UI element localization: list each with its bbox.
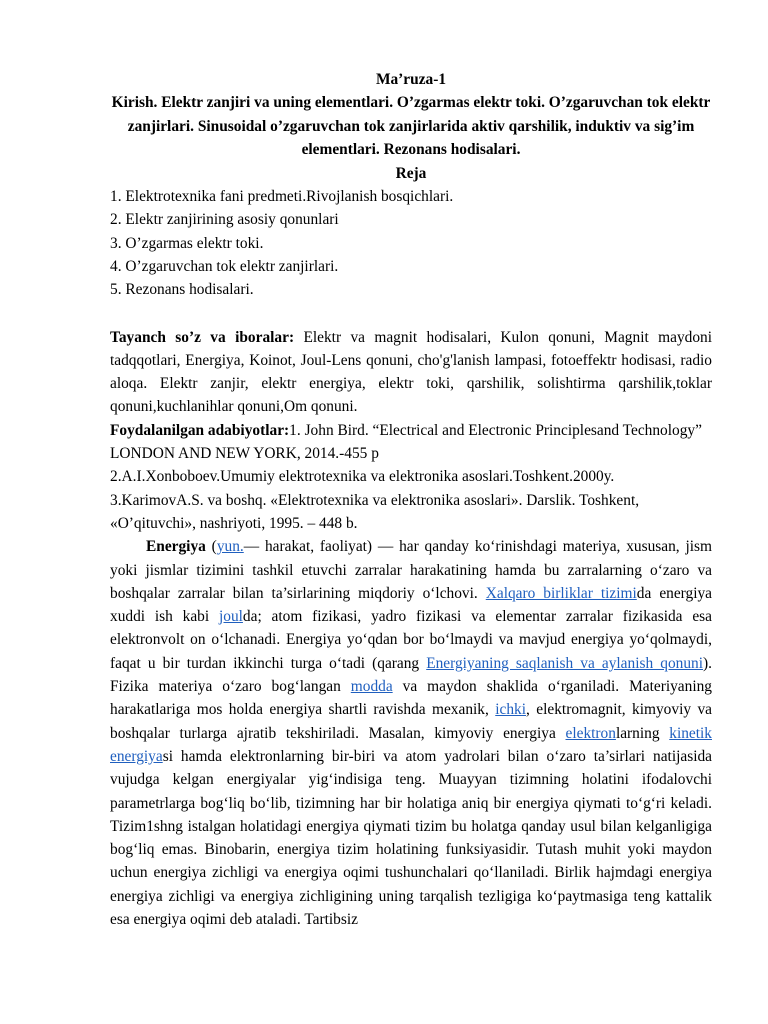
body-text: ). Fizika materiya o‘zaro bog‘langan [110, 654, 712, 696]
body-text: da; atom fizikasi, yadro fizikasi va elementar zarralar fizikasida esa elektronvolt on o‘lchanadi. Energiya yo‘qdan bor bo‘lmaydi va mavjud energiya yo‘qolmaydi, faqat u bir turdan ikkinchi turga o‘tadi (qarang [110, 608, 712, 672]
reference-2: 2.A.I.Xonboboev.Umumiy elektrotexnika va elektronika asoslari.Toshkent.2000y. [110, 468, 615, 486]
lecture-number: Ma’ruza-1 [375, 71, 447, 88]
body-text: ( [205, 538, 217, 556]
lecture-title: Kirish. Elektr zanjiri va uning elementlari. O’zgarmas elektr toki. O’zgaruvchan tok elektr zanjirlari. Sinusoidal o’zgaruvchan tok zanjirlarida aktiv qarshilik, induktiv va sig’im elementlari. Rezonans hodisalari. [111, 94, 711, 159]
plan-item: 1. Elektrotexnika fani predmeti.Rivojlanish bosqichlari. [110, 188, 454, 206]
references-block [110, 419, 712, 535]
link-ichki[interactable]: ichki [495, 701, 527, 719]
plan-item: 4. O’zgaruvchan tok elektr zanjirlari. [110, 257, 339, 275]
body-text: , elektromagnit, kimyoviy va boshqalar turlarga ajratib tekshiriladi. Masalan, kimyoviy energiya [110, 701, 712, 742]
body-text: va maydon shaklida o‘rganiladi. Materiyaning harakatlariga mos holda energiya shartli ravishda mexanik, [110, 678, 712, 719]
reference-1 [110, 419, 712, 466]
link-kinetik-energiya[interactable]: kinetik energiya [110, 724, 712, 765]
link-si-system[interactable]: Xalqaro birliklar tizimi [485, 584, 637, 602]
energy-paragraph [110, 535, 712, 931]
body-text: si hamda elektronlarning bir-biri va atom yadrolari bilan o‘zaro ta’sirlari natijasida vujudga kelgan energiyalar yig‘indisiga teng. Muayyan tizimning holatini ifodalovchi parametrlarga bog‘liq bo‘lib, tizimning har bir holatiga aniq bir energiya qiymati to‘g‘ri keladi. Tizim1shng istalgan holatidagi energiya qiymati tizim bu holatga qanday usul bilan kelganligiga bog‘liq emas. Binobarin, energiya tizim holatining funksiyasidir. Tutash muhit yoki maydon uchun energiya zichligi va energiya oqimi tushunchalari qo‘llaniladi. Birlik hajmdagi energiya energiya zichligi va energiya zichligining uning tarqalish tezligiga ko‘paytmasiga teng kattalik esa energiya oqimi deb ataladi. Tartibsiz [110, 747, 712, 928]
body-text: larning [615, 724, 670, 742]
plan-item: 3. O’zgarmas elektr toki. [110, 234, 264, 252]
plan-heading: Reja [395, 164, 427, 182]
references-label: Foydalanilgan adabiyotlar: [110, 421, 290, 439]
link-modda[interactable]: modda [350, 678, 393, 696]
link-joul[interactable]: joul [218, 608, 243, 626]
body-text: da energiya xuddi ish kabi [110, 584, 713, 626]
keywords-paragraph [110, 326, 712, 419]
body-text: — harakat, faoliyat) — har qanday ko‘rinishdagi materiya, xususan, jism yoki jismlar tizimini tashkil etuvchi zarralar harakatining hamda bu zarralarning o‘zaro va boshqalar zarralar bilan ta’sirlarining miqdoriy o‘lchovi. [110, 538, 712, 602]
reference-3: 3.KarimovA.S. va boshq. «Elektrotexnika va elektronika asoslari». Darslik. Toshkent, «O’qituvchi», nashriyoti, 1995. – 448 b. [110, 491, 640, 532]
plan-item: 2. Elektr zanjirining asosiy qonunlari [110, 211, 339, 229]
plan-item: 5. Rezonans hodisalari. [110, 281, 254, 299]
keywords-text: Elektr va magnit hodisalari, Kulon qonuni, Magnit maydoni tadqqotlari, Energiya, Koinot, Joul-Lens qonuni, cho'g'lanish lampasi, fotoeffektr hodisasi, radio aloqa. Elektr zanjir, elektr energiya, elektr toki, qarshilik, solishtirma qarshilik,toklar qonuni,kuchlanihlar qonuni,Om qonuni. [110, 328, 712, 416]
link-yun[interactable]: yun. [216, 538, 244, 556]
keywords-label: Tayanch so’z va iboralar: [110, 328, 295, 346]
blank-line [110, 302, 712, 326]
reference-1-text: 1. John Bird. “Electrical and Electronic Principlesand Technology” LONDON AND NEW YORK, 2014.-455 p [110, 421, 702, 463]
document-page [110, 68, 712, 931]
term-energiya: Energiya [146, 538, 206, 556]
link-elektron[interactable]: elektron [565, 724, 616, 742]
plan-list [110, 185, 712, 301]
link-conservation-law[interactable]: Energiyaning saqlanish va aylanish qonuni [426, 654, 704, 672]
